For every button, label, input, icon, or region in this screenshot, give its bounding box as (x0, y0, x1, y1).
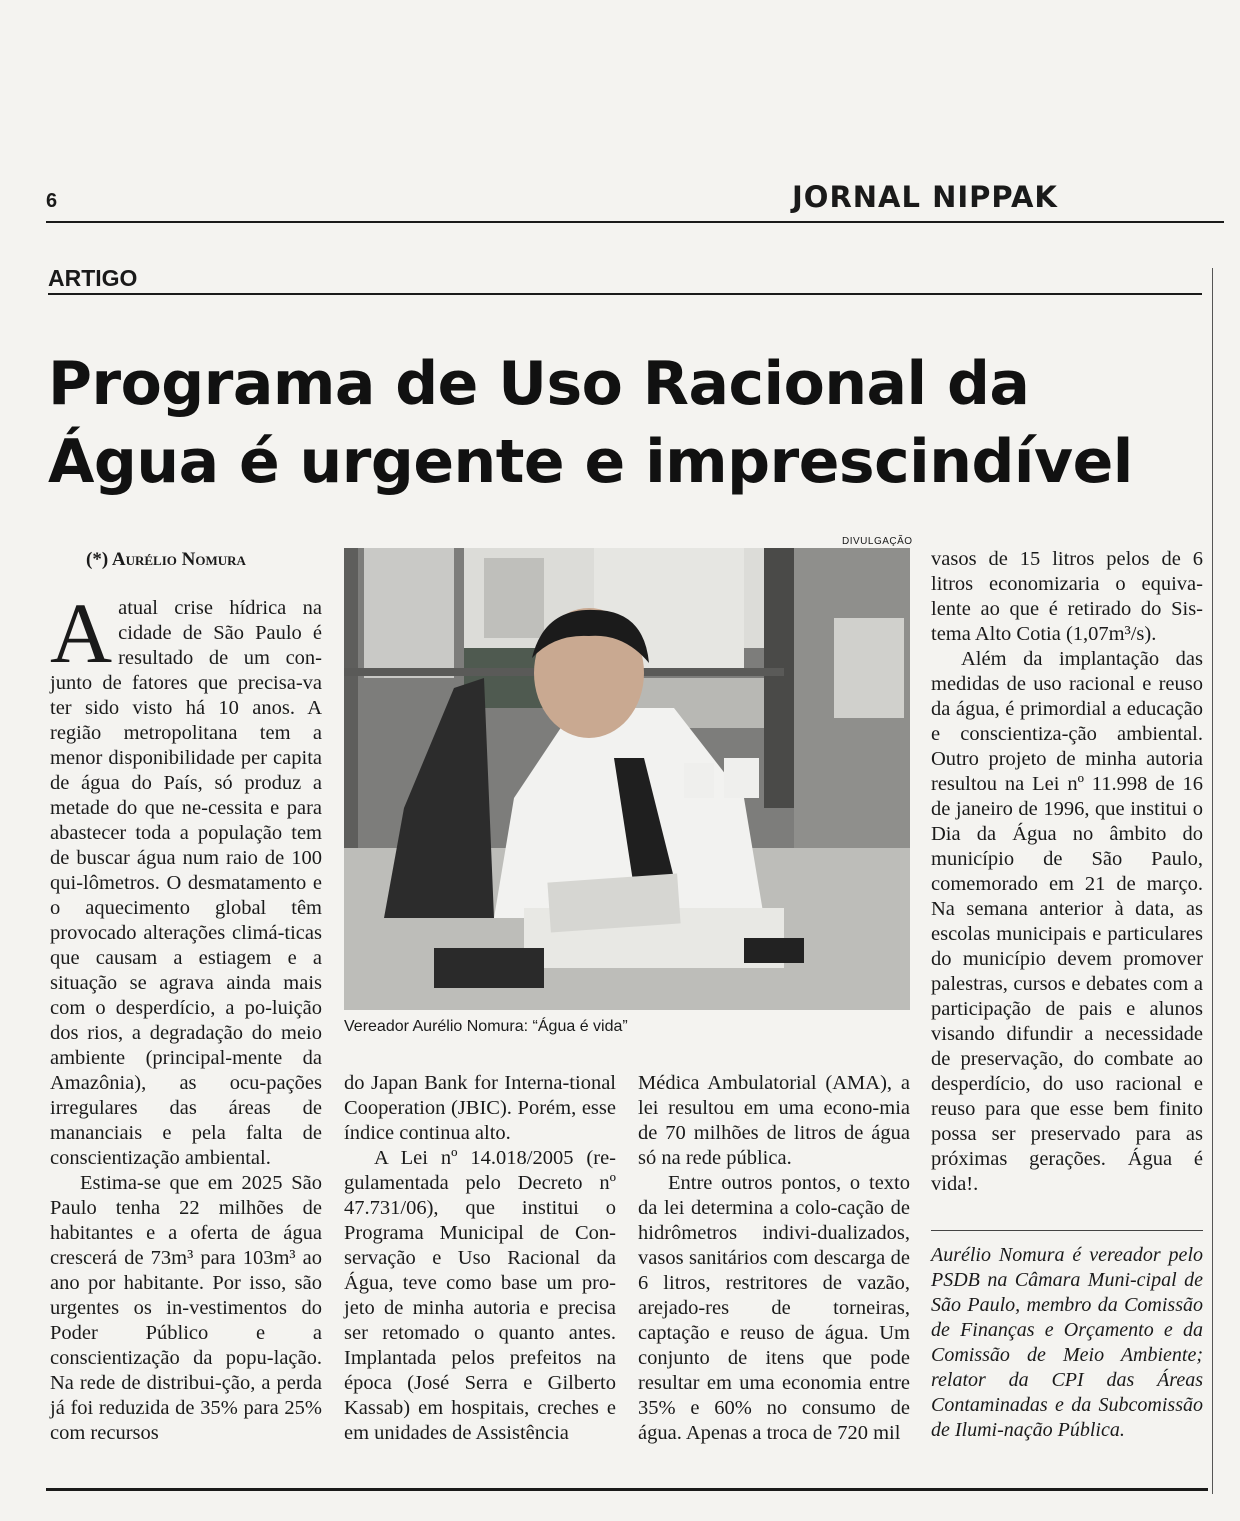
headline-line-1: Programa de Uso Racional da (48, 349, 1030, 419)
author-bio: Aurélio Nomura é vereador pelo PSDB na Câmara Muni-cipal de São Paulo, membro da Comissão de Finanças e Orçamento e da Comissão de Meio Ambiente; relator da CPI das Áreas Contaminadas e da Subcomissão de Ilumi-nação Pública. (931, 1244, 1203, 1441)
article-paragraph: Aatual crise hídrica na cidade de São Paulo é resultado de um con-junto de fatores que precisa-va ter sido visto há 10 anos. A região metropolitana tem a menor disponibilidade per capita de água do País, só produz a metade do que ne-cessita e para abastecer toda a população tem de buscar água num raio de 100 qui-lômetros. O desmatamento e o aquecimento global têm provocado alterações climá-ticas que causam a estiagem e a situação se agrava ainda mais com o desperdício, a po-luição dos rios, a degradação do meio ambiente (principal-mente da Amazônia), as ocu-pações irregulares das áreas de mananciais e pela falta de conscientização ambiental. (50, 585, 322, 1169)
article-paragraph: Entre outros pontos, o texto da lei determina a colo-cação de hidrômetros indivi-dualizados, vasos sanitários com descarga de 6 litros, restritores de vazão, arejado-res de torneiras, captação e reuso de água. Um conjunto de itens que pode resultar em uma economia entre 35% e 60% no consumo de água. Apenas a troca de 720 mil (638, 1172, 910, 1444)
header-rule (46, 221, 1224, 223)
article-photo (344, 548, 910, 1010)
section-label: ARTIGO (48, 265, 138, 291)
article-paragraph: Médica Ambulatorial (AMA), a lei resultou em uma econo-mia de 70 milhões de litros de água só na rede pública. (638, 1072, 910, 1169)
photo-credit: DIVULGAÇÃO (842, 536, 913, 547)
photo-caption: Vereador Aurélio Nomura: “Água é vida” (344, 1018, 628, 1035)
photo-illustration (344, 548, 910, 1010)
article-column-4 (931, 547, 1203, 1197)
section-rule (48, 293, 1202, 295)
article-column-2 (344, 1071, 616, 1446)
article-paragraph: vasos de 15 litros pelos de 6 litros economizaria o equiva-lente ao que é retirado do Sis-tema Alto Cotia (1,07m³/s). (931, 548, 1203, 645)
headline-line-2: Água é urgente e imprescindível (48, 427, 1133, 497)
headline (48, 345, 1208, 501)
bio-divider (931, 1230, 1203, 1231)
article-column-1 (50, 585, 322, 1446)
article-paragraph: Além da implantação das medidas de uso racional e reuso da água, é primordial a educação e conscientiza-ção ambiental. Outro projeto de minha autoria resultou na Lei nº 11.998 de 16 de janeiro de 1996, que institui o Dia da Água no âmbito do município de São Paulo, comemorado em 21 de março. Na semana anterior à data, as escolas municipais e particulares do município devem promover palestras, cursos e debates com a participação de pais e alunos visando difundir a necessidade de preservação, do combate ao desperdício, do uso racional e reuso para que esse bem finito possa ser preservado para as próximas gerações. Água é vida!. (931, 648, 1203, 1195)
footer-rule (46, 1488, 1208, 1491)
column-divider (1212, 268, 1213, 1494)
drop-cap: A (50, 585, 113, 681)
page-number: 6 (46, 190, 58, 212)
article-paragraph: do Japan Bank for Interna-tional Cooperation (JBIC). Porém, esse índice continua alto. (344, 1072, 616, 1144)
newspaper-name: JORNAL NIPPAK (792, 180, 1058, 214)
author-name: (*) Aurélio Nomura (86, 549, 246, 570)
article-paragraph: Estima-se que em 2025 São Paulo tenha 22 milhões de habitantes e a oferta de água crescerá de 73m³ para 103m³ ao ano por habitante. Por isso, são urgentes os in-vestimentos do Poder Público e a conscientização da popu-lação. Na rede de distribui-ção, a perda já foi reduzida de 35% para 25% com recursos (50, 1172, 322, 1444)
article-column-3 (638, 1071, 910, 1446)
article-paragraph: A Lei nº 14.018/2005 (re-gulamentada pelo Decreto nº 47.731/06), que institui o Programa Municipal de Con-servação e Uso Racional da Água, teve como base um pro-jeto de minha autoria e precisa ser retomado o quanto antes. Implantada pelos prefeitos na época (José Serra e Gilberto Kassab) em hospitais, creches e em unidades de Assistência (344, 1147, 616, 1444)
byline (86, 549, 246, 571)
